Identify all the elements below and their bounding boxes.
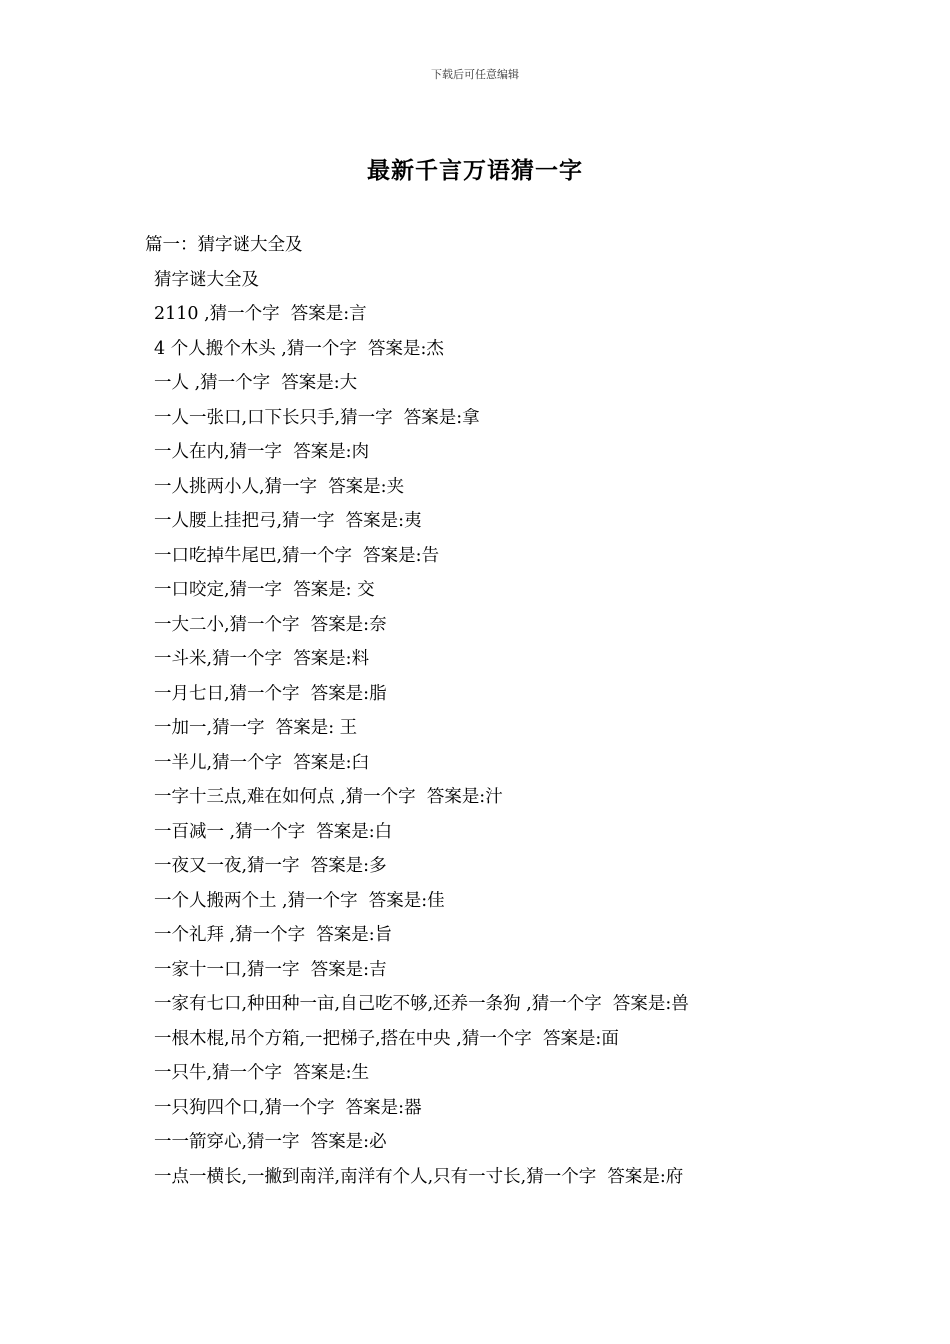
riddle-line: 2110 ,猜一个字 答案是:言 <box>154 304 367 324</box>
riddle-line: 一加一,猜一字 答案是: 王 <box>154 718 358 738</box>
riddle-line: 一人在内,猜一字 答案是:肉 <box>154 442 370 462</box>
riddle-line: 一口吃掉牛尾巴,猜一个字 答案是:告 <box>154 545 440 566</box>
riddle-line: 一人腰上挂把弓,猜一字 答案是:夷 <box>154 511 422 531</box>
page-header-note: 下载后可任意编辑 <box>431 68 519 81</box>
riddle-line: 一月七日,猜一个字 答案是:脂 <box>154 683 387 704</box>
riddle-line: 一只狗四个口,猜一个字 答案是:器 <box>154 1097 422 1118</box>
riddle-line: 一只牛,猜一个字 答案是:生 <box>154 1063 370 1083</box>
riddle-line: 一人 ,猜一个字 答案是:大 <box>154 373 358 393</box>
riddle-line: 一人一张口,口下长只手,猜一字 答案是:拿 <box>154 407 480 428</box>
riddle-line: 一夜又一夜,猜一字 答案是:多 <box>154 856 387 876</box>
riddle-line: 一一箭穿心,猜一字 答案是:必 <box>154 1132 387 1152</box>
section-heading: 篇一：猜字谜大全及 <box>145 235 303 255</box>
riddle-line: 一斗米,猜一个字 答案是:料 <box>154 649 370 669</box>
riddle-line: 一点一横长,一撇到南洋,南洋有个人,只有一寸长,猜一个字 答案是:府 <box>154 1166 684 1187</box>
riddle-line: 一口咬定,猜一字 答案是: 交 <box>154 580 375 600</box>
list-line: 猜字谜大全及 <box>154 269 259 290</box>
riddle-line: 一大二小,猜一个字 答案是:奈 <box>154 614 387 635</box>
riddle-line: 一人挑两小人,猜一字 答案是:夹 <box>154 476 405 497</box>
riddle-line: 一半儿,猜一个字 答案是:臼 <box>154 752 370 773</box>
riddle-line: 一家十一口,猜一字 答案是:吉 <box>154 959 387 980</box>
riddle-line: 4 个人搬个木头 ,猜一个字 答案是:杰 <box>154 338 444 359</box>
riddle-line: 一个人搬两个土 ,猜一个字 答案是:佳 <box>154 890 445 911</box>
riddle-line: 一家有七口,种田种一亩,自己吃不够,还养一条狗 ,猜一个字 答案是:兽 <box>154 994 689 1014</box>
riddle-line: 一个礼拜 ,猜一个字 答案是:旨 <box>154 925 393 945</box>
riddle-line: 一字十三点,难在如何点 ,猜一个字 答案是:汁 <box>154 787 503 807</box>
document-title: 最新千言万语猜一字 <box>367 157 583 184</box>
riddle-line: 一根木棍,吊个方箱,一把梯子,搭在中央 ,猜一个字 答案是:面 <box>154 1028 619 1049</box>
riddle-list <box>154 267 689 1199</box>
riddle-line: 一百减一 ,猜一个字 答案是:白 <box>154 821 393 842</box>
